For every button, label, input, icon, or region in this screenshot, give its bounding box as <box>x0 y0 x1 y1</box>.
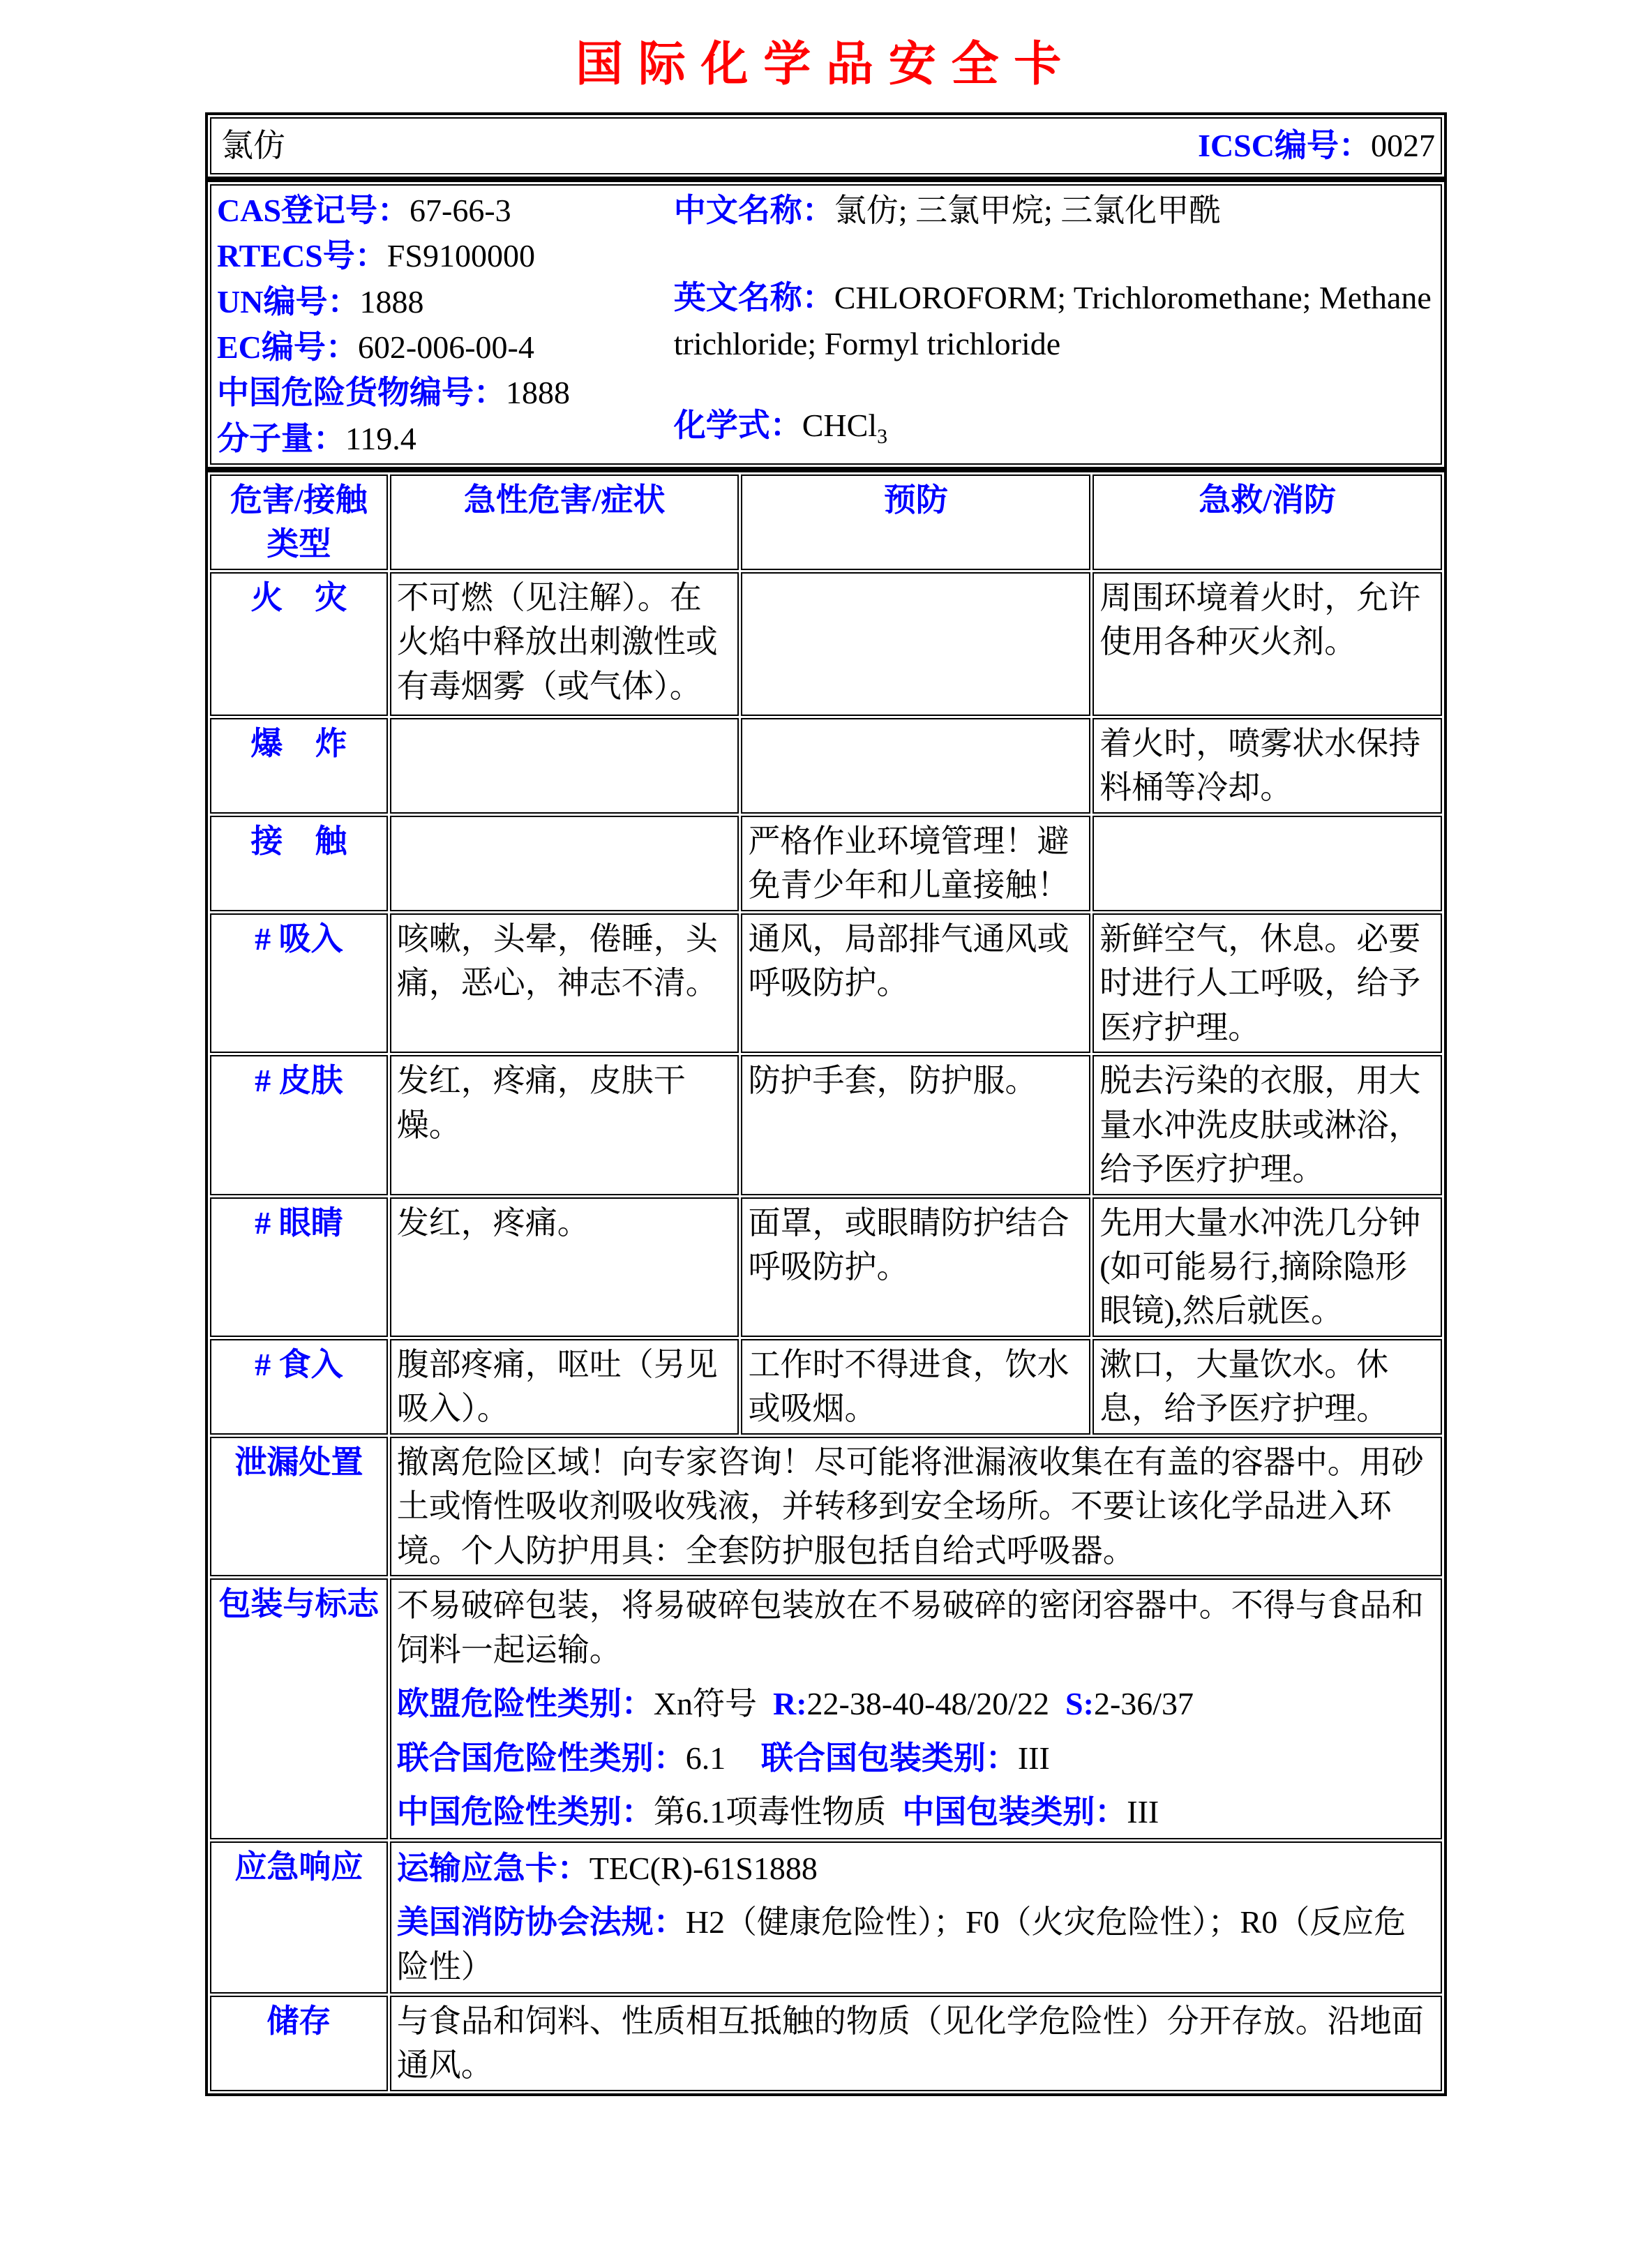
nfpa-code: 美国消防协会法规：H2（健康危险性）；F0（火灾危险性）；R0（反应危险性） <box>396 1904 1406 1984</box>
english-name: 英文名称：CHLOROFORM; Trichloromethane; Methane trichloride; Formyl trichloride <box>673 280 1432 361</box>
prevention-cell: 防护手套，防护服。 <box>741 1055 1090 1195</box>
chemical-formula: 化学式：CHCl$_3$ <box>673 407 888 449</box>
identification-cell <box>210 184 1442 465</box>
hazard-row-eyes <box>210 1197 1442 1337</box>
safety-card <box>205 112 1447 2096</box>
name-header-cell <box>210 117 1442 174</box>
hazard-row-skin <box>210 1055 1442 1195</box>
hazard-row-inhalation <box>210 913 1442 1053</box>
first-aid-cell: 着火时，喷雾状水保持料桶等冷却。 <box>1092 718 1442 814</box>
packaging-content <box>390 1578 1442 1839</box>
storage-text: 与食品和饲料、性质相互抵触的物质（见化学危险性）分开存放。沿地面通风。 <box>390 1996 1442 2091</box>
first-aid-cell: 周围环境着火时，允许使用各种灭火剂。 <box>1092 572 1442 716</box>
row-label: 包装与标志 <box>210 1578 388 1839</box>
chinese-name: 中文名称：氯仿; 三氯甲烷; 三氯化甲酰 <box>673 193 1222 228</box>
prevention-cell: 工作时不得进食，饮水或吸烟。 <box>741 1339 1090 1435</box>
identification-table <box>205 179 1447 470</box>
packaging-intro: 不易破碎包装，将易破碎包装放在不易破碎的密闭容器中。不得与食品和饲料一起运输。 <box>396 1587 1424 1668</box>
prevention-cell: 通风，局部排气通风或呼吸防护。 <box>741 913 1090 1053</box>
name-header-row <box>210 117 1442 174</box>
row-label: # 眼睛 <box>210 1197 388 1337</box>
symptoms-cell: 咳嗽，头晕，倦睡，头痛，恶心，神志不清。 <box>390 913 739 1053</box>
hazard-row-contact <box>210 816 1442 911</box>
row-emergency <box>210 1841 1442 1994</box>
formula-subscript: 3 <box>877 425 888 449</box>
first-aid-cell <box>1092 816 1442 911</box>
un-number: UN编号：1888 <box>217 283 424 320</box>
symptoms-cell <box>390 718 739 814</box>
eu-hazard-class: 欧盟危险性类别：Xn符号 R:22-38-40-48/20/22 S:2-36/37 <box>396 1686 1194 1722</box>
ec-number: EC编号：602-006-00-4 <box>217 329 534 365</box>
spillage-text: 撤离危险区域！向专家咨询！尽可能将泄漏液收集在有盖的容器中。用砂土或惰性吸收剂吸收残液，并转移到安全场所。不要让该化学品进入环境。个人防护用具：全套防护服包括自给式呼吸器。 <box>390 1437 1442 1576</box>
prevention-cell: 面罩，或眼睛防护结合呼吸防护。 <box>741 1197 1090 1337</box>
symptoms-cell: 发红，疼痛。 <box>390 1197 739 1337</box>
first-aid-cell: 脱去污染的衣服，用大量水冲洗皮肤或淋浴，给予医疗护理。 <box>1092 1055 1442 1195</box>
prevention-cell <box>741 572 1090 716</box>
row-label: 泄漏处置 <box>210 1437 388 1576</box>
molecular-weight: 分子量：119.4 <box>217 420 416 456</box>
row-spillage <box>210 1437 1442 1576</box>
china-hazard-class: 中国危险性类别：第6.1项毒性物质 中国包装类别：III <box>396 1794 1159 1830</box>
header-prevention: 预防 <box>741 474 1090 570</box>
row-label: 应急响应 <box>210 1841 388 1994</box>
emergency-content <box>390 1841 1442 1994</box>
names-column <box>674 188 1435 461</box>
symptoms-cell: 不可燃（见注解）。在火焰中释放出刺激性或有毒烟雾（或气体）。 <box>390 572 739 716</box>
prevention-cell: 严格作业环境管理！避免青少年和儿童接触！ <box>741 816 1090 911</box>
identification-row <box>210 184 1442 465</box>
hazard-table-header-row <box>210 474 1442 570</box>
row-label: # 皮肤 <box>210 1055 388 1195</box>
symptoms-cell: 发红，疼痛，皮肤干燥。 <box>390 1055 739 1195</box>
symptoms-cell: 腹部疼痛，呕吐（另见吸入）。 <box>390 1339 739 1435</box>
hazard-table <box>205 470 1447 2096</box>
hazard-row-fire <box>210 572 1442 716</box>
page-title: 国际化学品安全卡 <box>575 38 1077 91</box>
name-header-table <box>205 112 1447 179</box>
un-hazard-class: 联合国危险性类别：6.1 联合国包装类别：III <box>396 1740 1050 1776</box>
hazard-row-ingestion <box>210 1339 1442 1435</box>
header-first-aid: 急救/消防 <box>1092 474 1442 570</box>
header-acute-symptoms: 急性危害/症状 <box>390 474 739 570</box>
header-hazard-type: 危害/接触类型 <box>210 474 388 570</box>
substance-name: 氯仿 <box>221 128 285 164</box>
icsc-number-label: ICSC编号： <box>1198 128 1371 164</box>
row-packaging <box>210 1578 1442 1839</box>
prevention-cell <box>741 718 1090 814</box>
row-storage <box>210 1996 1442 2091</box>
row-label: # 食入 <box>210 1339 388 1435</box>
row-label: # 吸入 <box>210 913 388 1053</box>
hazard-row-explosion <box>210 718 1442 814</box>
icsc-number-group <box>1198 124 1435 167</box>
first-aid-cell: 漱口，大量饮水。休息，给予医疗护理。 <box>1092 1339 1442 1435</box>
cas-number: CAS登记号：67-66-3 <box>217 193 511 228</box>
row-label: 储存 <box>210 1996 388 2091</box>
china-dangerous-goods-number: 中国危险货物编号：1888 <box>217 375 570 411</box>
first-aid-cell: 新鲜空气，休息。必要时进行人工呼吸，给予医疗护理。 <box>1092 913 1442 1053</box>
row-label: 接 触 <box>210 816 388 911</box>
symptoms-cell <box>390 816 739 911</box>
registry-numbers-column <box>217 188 674 461</box>
row-label: 火 灾 <box>210 572 388 716</box>
icsc-number-value: 0027 <box>1371 128 1435 164</box>
transport-emergency-card: 运输应急卡：TEC(R)-61S1888 <box>396 1850 818 1886</box>
rtecs-number: RTECS号：FS9100000 <box>217 238 535 274</box>
first-aid-cell: 先用大量水冲洗几分钟(如可能易行,摘除隐形眼镜),然后就医。 <box>1092 1197 1442 1337</box>
row-label: 爆 炸 <box>210 718 388 814</box>
